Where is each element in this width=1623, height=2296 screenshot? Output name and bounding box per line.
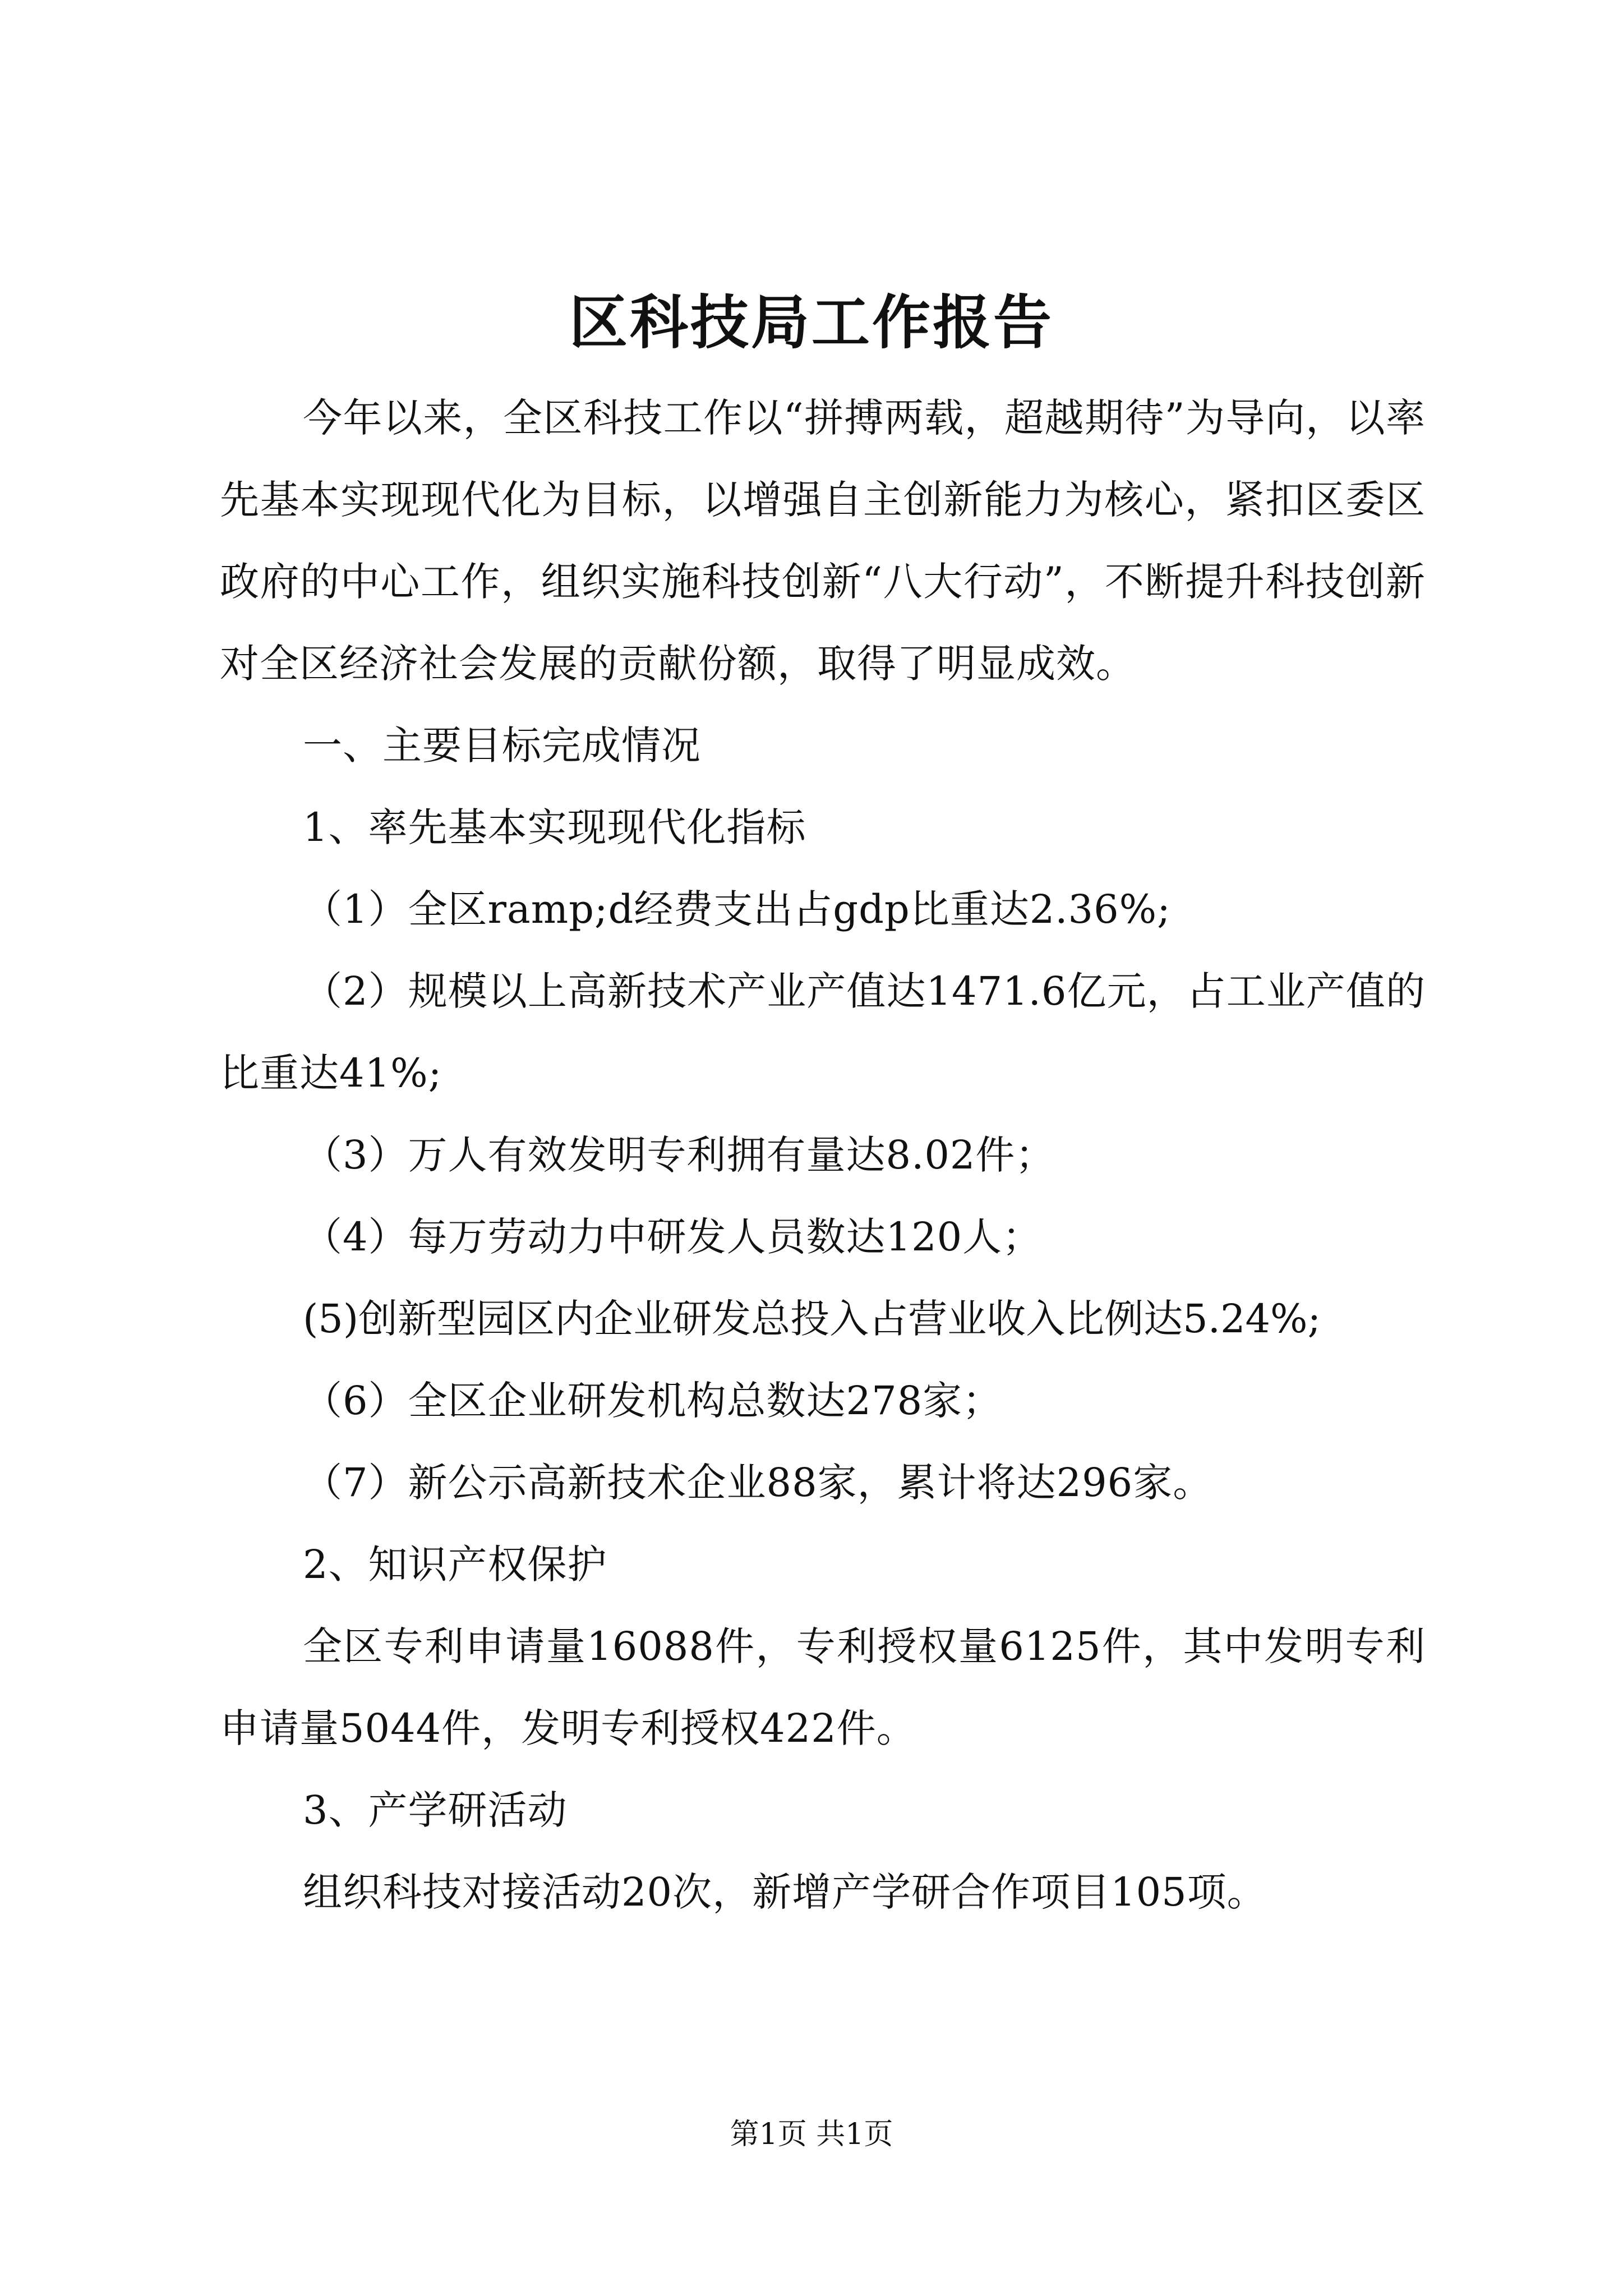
indicator-item-7: （7）新公示高新技术企业88家，累计将达296家。: [303, 1460, 1213, 1506]
document-title: 区科技局工作报告: [569, 288, 1054, 357]
industry-research-paragraph: 组织科技对接活动20次，新增产学研合作项目105项。: [303, 1869, 1267, 1915]
subsection-heading-modernization: 1、率先基本实现现代化指标: [303, 804, 806, 850]
indicator-item-2: （2）规模以上高新技术产业产值达1471.6亿元，占工业产值的比重达41%;: [220, 968, 1426, 1096]
indicator-item-1: （1）全区ramp;d经费支出占gdp比重达2.36%;: [303, 886, 1171, 932]
subsection-heading-industry-research: 3、产学研活动: [303, 1787, 568, 1833]
document-body: [220, 377, 1426, 1933]
indicator-item-3: （3）万人有效发明专利拥有量达8.02件；: [303, 1132, 1055, 1178]
ip-protection-paragraph: 全区专利申请量16088件，专利授权量6125件，其中发明专利申请量5044件，发明专利授权422件。: [220, 1623, 1426, 1751]
indicator-item-5: (5)创新型园区内企业研发总投入占营业收入比例达5.24%;: [303, 1296, 1321, 1342]
intro-paragraph: 今年以来，全区科技工作以“拼搏两载，超越期待”为导向，以率先基本实现现代化为目标，以增强自主创新能力为核心，紧扣区委区政府的中心工作，组织实施科技创新“八大行动”，不断提升科技创新对全区经济社会发展的贡献份额，取得了明显成效。: [220, 395, 1426, 687]
indicator-item-6: （6）全区企业研发机构总数达278家；: [303, 1378, 1003, 1424]
indicator-item-4: （4）每万劳动力中研发人员数达120人；: [303, 1214, 1043, 1260]
page-footer: 第1页 共1页: [730, 2118, 893, 2151]
subsection-heading-ip-protection: 2、知识产权保护: [303, 1542, 607, 1588]
section-heading-main-goals: 一、主要目标完成情况: [303, 723, 701, 769]
